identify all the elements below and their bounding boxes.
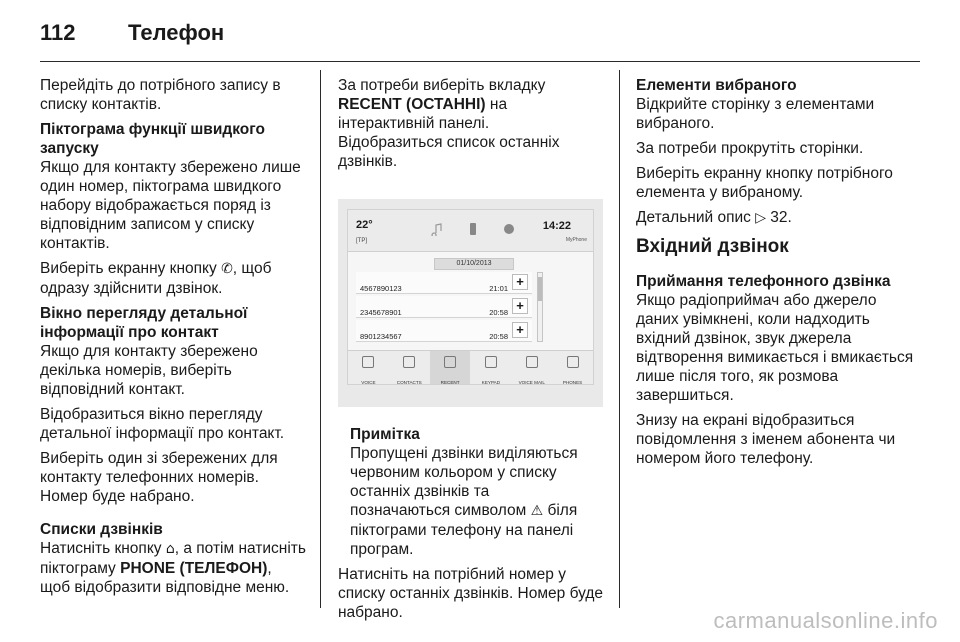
call-number: 2345678901 (360, 308, 402, 317)
phones-icon (567, 356, 579, 368)
page-reference-icon: ▷ (755, 210, 766, 226)
list-scrollbar[interactable] (537, 272, 543, 342)
column-divider-1 (320, 70, 321, 608)
heading-call-lists: Списки дзвінків (40, 521, 163, 538)
add-contact-button[interactable]: + (512, 298, 528, 314)
phone-app-icon (466, 222, 480, 236)
paragraph-call-lists: Натисніть кнопку ⌂, а потім натисніть піктограму PHONE (ТЕЛЕФОН), щоб відобразити відповідне меню. (40, 540, 306, 596)
heading-favourites: Елементи вибраного (636, 77, 797, 94)
column-1 (40, 76, 306, 603)
info-icon (502, 222, 516, 236)
column-divider-2 (619, 70, 620, 608)
home-icon: ⌂ (165, 541, 175, 557)
call-date-header: 01/10/2013 (434, 258, 514, 270)
call-number: 4567890123 (360, 284, 402, 293)
screen-temperature: 22° (356, 219, 373, 231)
screen-tp-label: [TP] (356, 238, 368, 244)
keypad-icon (485, 356, 497, 368)
paragraph-details-reference: Детальний опис ▷ 32. (636, 209, 792, 226)
tab-contacts[interactable]: CONTACTS (389, 351, 430, 384)
paragraph-caller-message: Знизу на екрані відобразиться повідомлення з іменем абонента чи номером його телефону. (636, 412, 896, 467)
header-divider (40, 61, 920, 62)
screen-clock: 14:22 (542, 220, 571, 232)
screen-status-bar (348, 210, 593, 252)
paragraph-recent-tab: За потреби виберіть вкладку RECENT (ОСТАННІ) на інтерактивній панелі. (338, 77, 546, 132)
add-contact-button[interactable]: + (512, 274, 528, 290)
note-text: Пропущені дзвінки виділяються червоним кольором у списку останніх дзвінків та позначаються символом ⚠ біля піктограми телефону на панелі програм. (350, 445, 578, 558)
phone-screen (347, 209, 594, 385)
call-time: 20:58 (489, 332, 508, 341)
tab-recent[interactable]: RECENT (430, 351, 471, 384)
tab-phones[interactable]: PHONES (552, 351, 593, 384)
voice-icon (362, 356, 374, 368)
heading-incoming-call: Вхідний дзвінок (636, 236, 789, 257)
column-2 (338, 76, 603, 628)
interaction-bar (348, 350, 593, 384)
call-row[interactable] (356, 296, 532, 318)
paragraph-select-number: Виберіть один зі збережених для контакту телефонних номерів. Номер буде набрано. (40, 450, 278, 505)
contacts-icon (403, 356, 415, 368)
scrollbar-thumb[interactable] (538, 277, 542, 301)
screen-phone-name: MyPhone (565, 237, 587, 243)
warning-triangle-icon: ⚠ (530, 503, 544, 519)
add-contact-button[interactable]: + (512, 322, 528, 338)
voicemail-icon (526, 356, 538, 368)
call-time: 21:01 (489, 284, 508, 293)
call-row[interactable] (356, 320, 532, 342)
watermark: carmanualsonline.info (713, 608, 938, 633)
tab-keypad[interactable]: KEYPAD (470, 351, 511, 384)
heading-receive-call: Приймання телефонного дзвінка (636, 273, 891, 290)
heading-quick-launch: Піктограма функції швидкого запуску (40, 121, 265, 157)
paragraph-press-button: Виберіть екранну кнопку ✆, щоб одразу здійснити дзвінок. (40, 260, 272, 297)
paragraph-favourites-scroll: За потреби прокрутіть сторінки. (636, 140, 864, 157)
note-title: Примітка (350, 426, 420, 443)
paragraph-quick-launch: Якщо для контакту збережено лише один номер, піктограма швидкого набору відображається поряд із відповідним записом у списку контактів. (40, 159, 301, 252)
paragraph-recent-list: Відобразиться список останніх дзвінків. (338, 134, 560, 170)
tab-voice-mail[interactable]: VOICE MAIL (511, 351, 552, 384)
heading-contact-details: Вікно перегляду детальної інформації про контакт (40, 305, 248, 341)
call-number: 8901234567 (360, 332, 402, 341)
column-3 (636, 76, 920, 474)
paragraph-favourites-open: Відкрийте сторінку з елементами вибраного. (636, 96, 875, 132)
paragraph-favourites-select: Виберіть екранну кнопку потрібного елемента у вибраному. (636, 165, 893, 201)
infotainment-screenshot (338, 199, 603, 407)
paragraph-details-shown: Відобразиться вікно перегляду детальної інформації про контакт. (40, 406, 285, 442)
phone-handset-icon: ✆ (221, 261, 233, 277)
page-title: Телефон (128, 20, 225, 45)
page-number: 112 (40, 20, 76, 45)
music-note-icon (430, 222, 444, 236)
tab-voice[interactable]: VOICE (348, 351, 389, 384)
paragraph-contact-details: Якщо для контакту збережено декілька номерів, виберіть відповідний контакт. (40, 343, 258, 398)
recent-icon (444, 356, 456, 368)
paragraph-go-to-entry: Перейдіть до потрібного запису в списку контактів. (40, 77, 281, 113)
call-row[interactable] (356, 272, 532, 294)
call-time: 20:58 (489, 308, 508, 317)
paragraph-receive-call: Якщо радіоприймач або джерело даних увімкнені, коли надходить вхідний дзвінок, звук джерела відтворення вимикається і вмикається лише після того, як розмова завершиться. (636, 292, 914, 404)
paragraph-press-number: Натисніть на потрібний номер у списку останніх дзвінків. Номер буде набрано. (338, 566, 604, 621)
page-header (40, 20, 224, 50)
note-box (350, 425, 591, 559)
